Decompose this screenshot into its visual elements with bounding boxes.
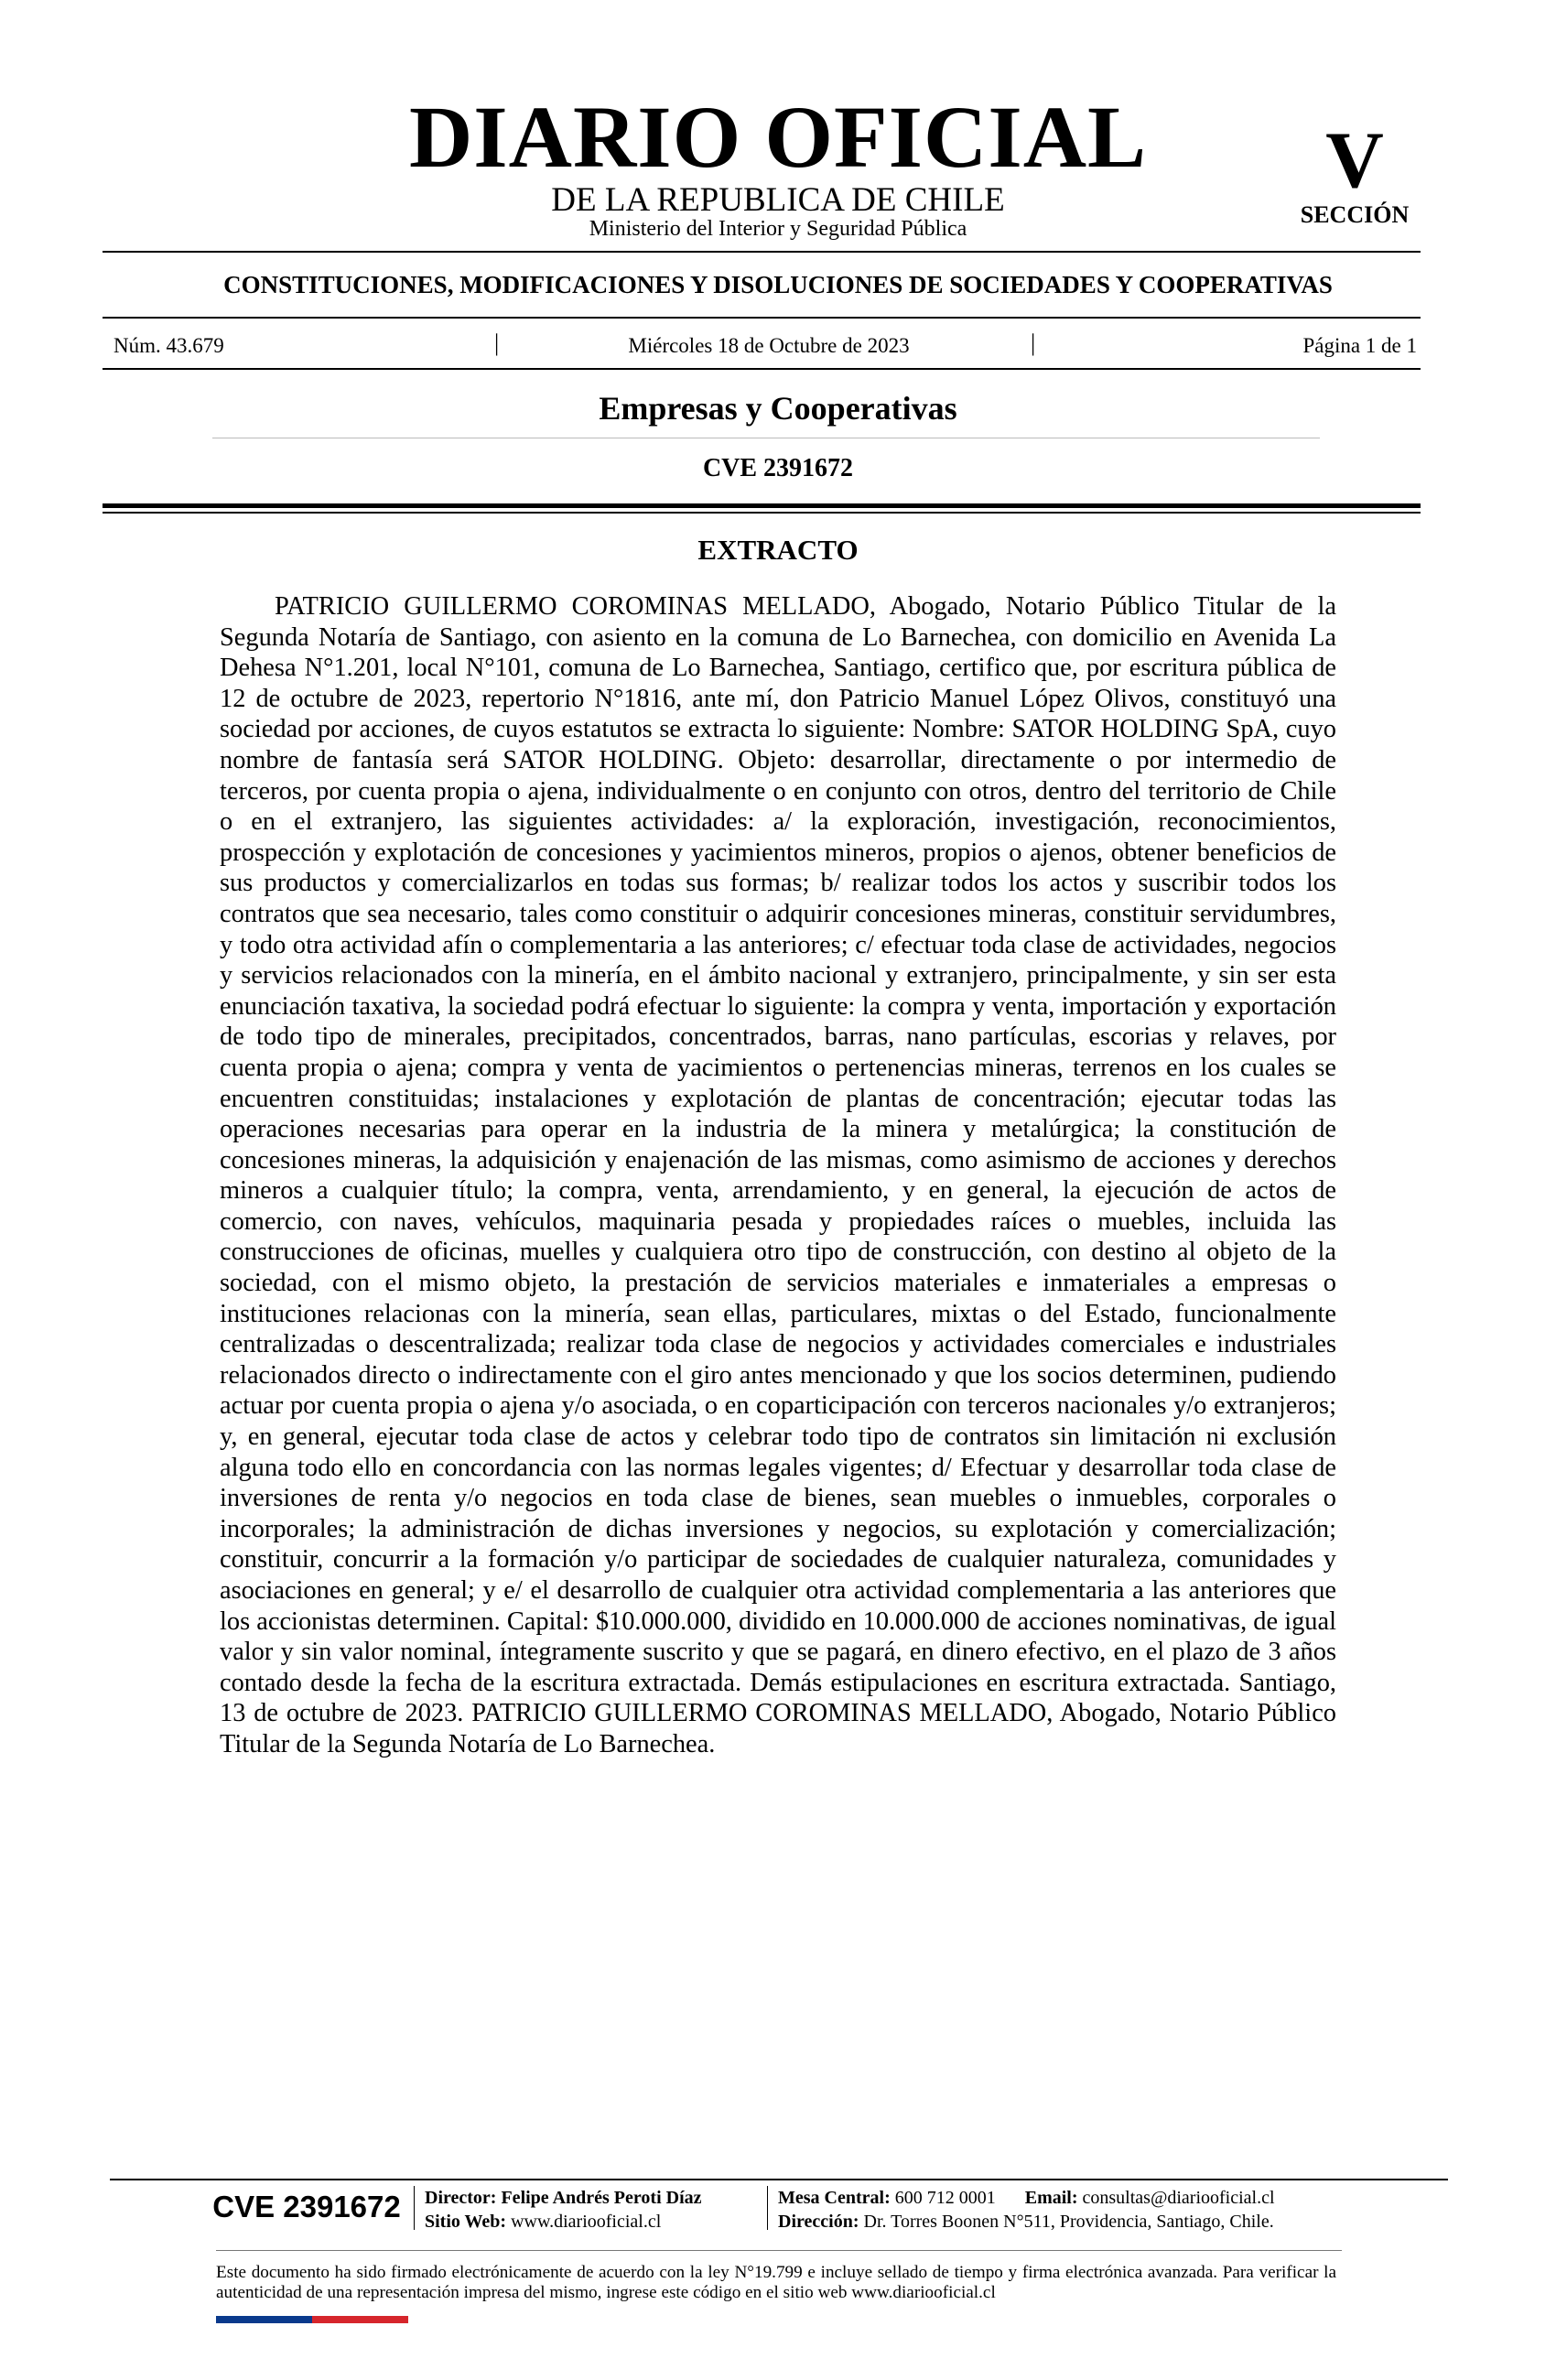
extract-body: PATRICIO GUILLERMO COROMINAS MELLADO, Abogado, Notario Público Titular de la Segunda Notaría de Santiago, con asiento en la comuna de Lo Barnechea, con domicilio en Avenida La Dehesa N°1.201, local N°101, comuna de Lo Barnechea, Santiago, certifico que, por escritura pública de 12 de octubre de 2023, repertorio N°1816, ante mí, don Patricio Manuel López Olivos, constituyó una sociedad por acciones, de cuyos estatutos se extracta lo siguiente: Nombre: SATOR HOLDING SpA, cuyo nombre de fantasía será SATOR HOLDING. Objeto: desarrollar, directamente o por intermedio de terceros, por cuenta propia o ajena, individualmente o en conjunto con otros, dentro del territorio de Chile o en el extranjero, las siguientes actividades: a/ la exploración, investigación, reconocimientos, prospección y explotación de concesiones y yacimientos mineros, propios o ajenos, obtener beneficios de sus productos y comercializarlos en todas sus formas; b/ realizar todos los actos y suscribir todos los contratos que sea necesario, tales como constituir o adquirir concesiones mineras, constituir servidumbres, y todo otra actividad afín o complementaria a las anteriores; c/ efectuar toda clase de actividades, negocios y servicios relacionados con la minería, en el ámbito nacional y extranjero, principalmente, y sin ser esta enunciación taxativa, la sociedad podrá efectuar lo siguiente: la compra y venta, importación y exportación de todo tipo de minerales, precipitados, concentrados, barras, nano partículas, escorias y relaves, por cuenta propia o ajena; compra y venta de yacimientos o pertenencias mineras, terrenos en los cuales se encuentren constituidas; instalaciones y explotación de plantas de concentración; ejecutar todas las operaciones necesarias para operar en la industria de la minera y metalúrgica; la constitución de concesiones mineras, la adquisición y enajenación de las mismas, como asimismo de acciones y derechos mineros a cualquier título; la compra, venta, arrendamiento, y en general, la ejecución de actos de comercio, con naves, vehículos, maquinaria pesada y propiedades raíces o muebles, incluida las construcciones de oficinas, muelles y cualquiera otro tipo de construcción, con destino al objeto de la sociedad, con el mismo objeto, la prestación de servicios materiales e inmateriales a empresas o instituciones relacionas con la minería, sean ellas, particulares, mixtas o del Estado, funcionalmente centralizadas o descentralizada; realizar toda clase de negocios y actividades comerciales e industriales relacionados directo o indirectamente con el giro antes mencionado y que los socios determinen, pudiendo actuar por cuenta propia o ajena y/o asociada, o en coparticipación con terceros nacionales y/o extranjeros; y, en general, ejecutar toda clase de actos y celebrar todo tipo de contratos sin limitación ni exclusión alguna todo ello en concordancia con las normas legales vigentes; d/ Efectuar y desarrollar toda clase de inversiones de renta y/o negocios en toda clase de bienes, sean muebles o inmuebles, corporales o incorporales; la administración de dichas inversiones y negocios, su explotación y comercialización; constituir, concurrir a la formación y/o participar de sociedades de cualquier naturaleza, comunidades y asociaciones en general; y e/ el desarrollo de cualquier otra actividad complementaria a las anteriores que los accionistas determinen. Capital: $10.000.000, dividido en 10.000.000 de acciones nominativas, de igual valor y sin valor nominal, íntegramente suscrito y que se pagará, en dinero efectivo, en el plazo de 3 años contado desde la fecha de la escritura extractada. Demás estipulaciones en escritura extractada. Santiago, 13 de octubre de 2023. PATRICIO GUILLERMO COROMINAS MELLADO, Abogado, Notario Público Titular de la Segunda Notaría de Lo Barnechea.: [220, 592, 1336, 1758]
footer-email-label: Email:: [1024, 2188, 1078, 2208]
issue-date: Miércoles 18 de Octubre de 2023: [628, 334, 910, 357]
footer-website-link[interactable]: www.diariooficial.cl: [511, 2212, 662, 2232]
masthead-ministry: Ministerio del Interior y Seguridad Pública: [589, 217, 967, 241]
footer-address-line: [778, 2210, 1275, 2234]
extract-title: EXTRACTO: [697, 534, 859, 566]
section-header: CONSTITUCIONES, MODIFICACIONES Y DISOLUCIONES DE SOCIEDADES Y COOPERATIVAS: [223, 271, 1333, 298]
issue-separator: |: [494, 330, 500, 356]
footer-mesa-label: Mesa Central:: [778, 2188, 891, 2208]
footer-contact-right: [778, 2186, 1275, 2234]
footer-address-label: Dirección:: [778, 2212, 859, 2232]
footer-divider: [767, 2186, 768, 2230]
issue-page: Página 1 de 1: [1302, 334, 1417, 357]
footer-director-line: [425, 2186, 702, 2210]
heavy-double-rule: [103, 512, 1421, 514]
masthead-title: DIARIO OFICIAL: [408, 88, 1148, 186]
section-word: SECCIÓN: [1300, 201, 1410, 228]
footer-director-label: Director:: [425, 2188, 497, 2208]
footer-email-link[interactable]: consultas@diariooficial.cl: [1082, 2188, 1275, 2208]
category-title: Empresas y Cooperativas: [599, 390, 957, 427]
footer-director-value: Felipe Andrés Peroti Díaz: [501, 2188, 702, 2208]
heavy-double-rule: [103, 503, 1421, 508]
issue-separator: |: [1031, 330, 1036, 356]
footer-rule: [110, 2179, 1448, 2180]
footer-cve-code: CVE 2391672: [212, 2190, 401, 2223]
footer-website-line: [425, 2210, 702, 2234]
section-header-rule: [103, 317, 1421, 319]
footer-website-label: Sitio Web:: [425, 2212, 507, 2232]
issue-bar-rule: [103, 368, 1421, 370]
flag-red-segment: [312, 2316, 408, 2323]
footer-contact-left: [425, 2186, 702, 2234]
footer-legal-rule: [216, 2250, 1342, 2251]
cve-code: CVE 2391672: [702, 454, 854, 482]
footer-mesa-value: 600 712 0001: [894, 2188, 996, 2208]
footer-address-value: Dr. Torres Boonen N°511, Providencia, Santiago, Chile.: [863, 2212, 1274, 2232]
flag-blue-segment: [216, 2316, 312, 2323]
masthead-subtitle: DE LA REPUBLICA DE CHILE: [551, 181, 1005, 219]
masthead-rule: [103, 251, 1421, 253]
issue-number: Núm. 43.679: [113, 334, 224, 357]
flag-color-bar: [216, 2316, 408, 2323]
section-letter: V: [1325, 116, 1384, 205]
footer-legal-note: Este documento ha sido firmado electrónicamente de acuerdo con la ley N°19.799 e incluye sellado de tiempo y firma electrónica avanzada. Para verificar la autenticidad de una representación impresa del mismo, ingrese este código en el sitio web www.diariooficial.cl: [216, 2263, 1336, 2302]
footer-phone-email-line: [778, 2186, 1275, 2210]
footer-divider: [414, 2186, 415, 2230]
